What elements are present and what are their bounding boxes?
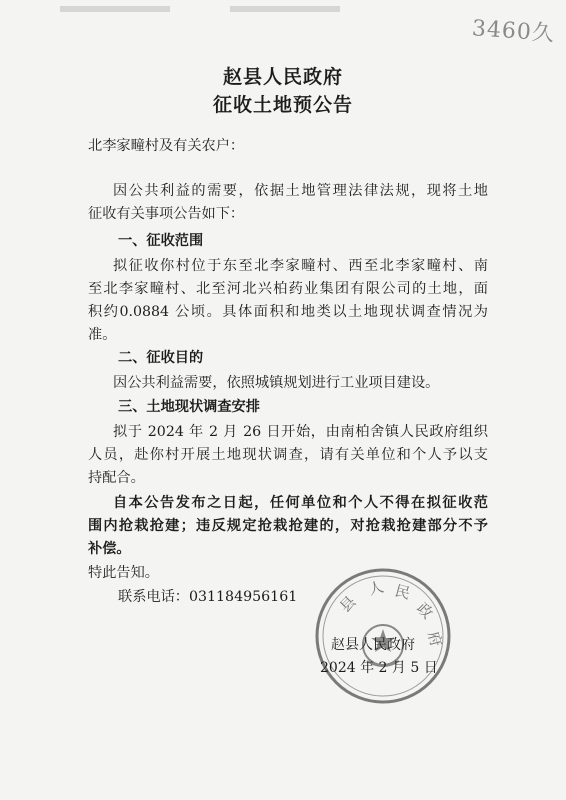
seal-text-char: 人 xyxy=(366,577,386,599)
scope-text: 积约0.0884 公顷。具体面积和地类以土地现状调查情况为 xyxy=(88,304,488,320)
seal-text-char: 县 xyxy=(336,592,360,616)
seal-text-char: 政 xyxy=(413,599,437,623)
seal-text-char: 府 xyxy=(424,629,446,649)
warning-text: 补偿。 xyxy=(88,541,131,557)
scope-text: 准。 xyxy=(88,327,117,343)
handwritten-note: 3460久 xyxy=(471,16,556,47)
scan-artifact-line xyxy=(60,6,170,12)
intro-text: 征收有关事项公告如下： xyxy=(88,206,245,222)
section-heading: 二、征收目的 xyxy=(118,350,204,366)
closing-text: 特此告知。 xyxy=(88,565,159,581)
intro-text: 因公共利益的需要，依据土地管理法律法规，现将土地 xyxy=(113,183,488,199)
survey-text: 持配合。 xyxy=(88,470,145,486)
issuer-title: 赵县人民政府 xyxy=(222,66,343,88)
section-heading: 一、征收范围 xyxy=(118,233,204,249)
contact-phone: 联系电话：031184956161 xyxy=(118,589,298,605)
scan-artifact-line xyxy=(230,6,340,12)
purpose-text: 因公共利益需要，依照城镇规划进行工业项目建设。 xyxy=(113,375,440,391)
signature-org: 赵县人民政府 xyxy=(331,637,415,653)
survey-text: 人员，赴你村开展土地现状调查，请有关单位和个人予以支 xyxy=(88,447,488,463)
seal-text-char: 民 xyxy=(392,581,413,603)
notice-title: 征收土地预公告 xyxy=(212,94,353,116)
recipient-line: 北李家疃村及有关农户： xyxy=(88,138,245,154)
scope-text: 至北李家疃村、北至河北兴柏药业集团有限公司的土地，面 xyxy=(88,281,488,297)
warning-text: 自本公告发布之日起，任何单位和个人不得在拟征收范 xyxy=(113,495,488,511)
scope-text: 拟征收你村位于东至北李家疃村、西至北李家疃村、南 xyxy=(113,258,488,274)
section-heading: 三、土地现状调查安排 xyxy=(118,399,260,415)
survey-text: 拟于 2024 年 2 月 26 日开始，由南柏舍镇人民政府组织 xyxy=(113,424,488,440)
warning-text: 围内抢栽抢建；违反规定抢栽抢建的，对抢栽抢建部分不予 xyxy=(88,518,488,534)
signature-date: 2024 年 2 月 5 日 xyxy=(320,660,438,676)
